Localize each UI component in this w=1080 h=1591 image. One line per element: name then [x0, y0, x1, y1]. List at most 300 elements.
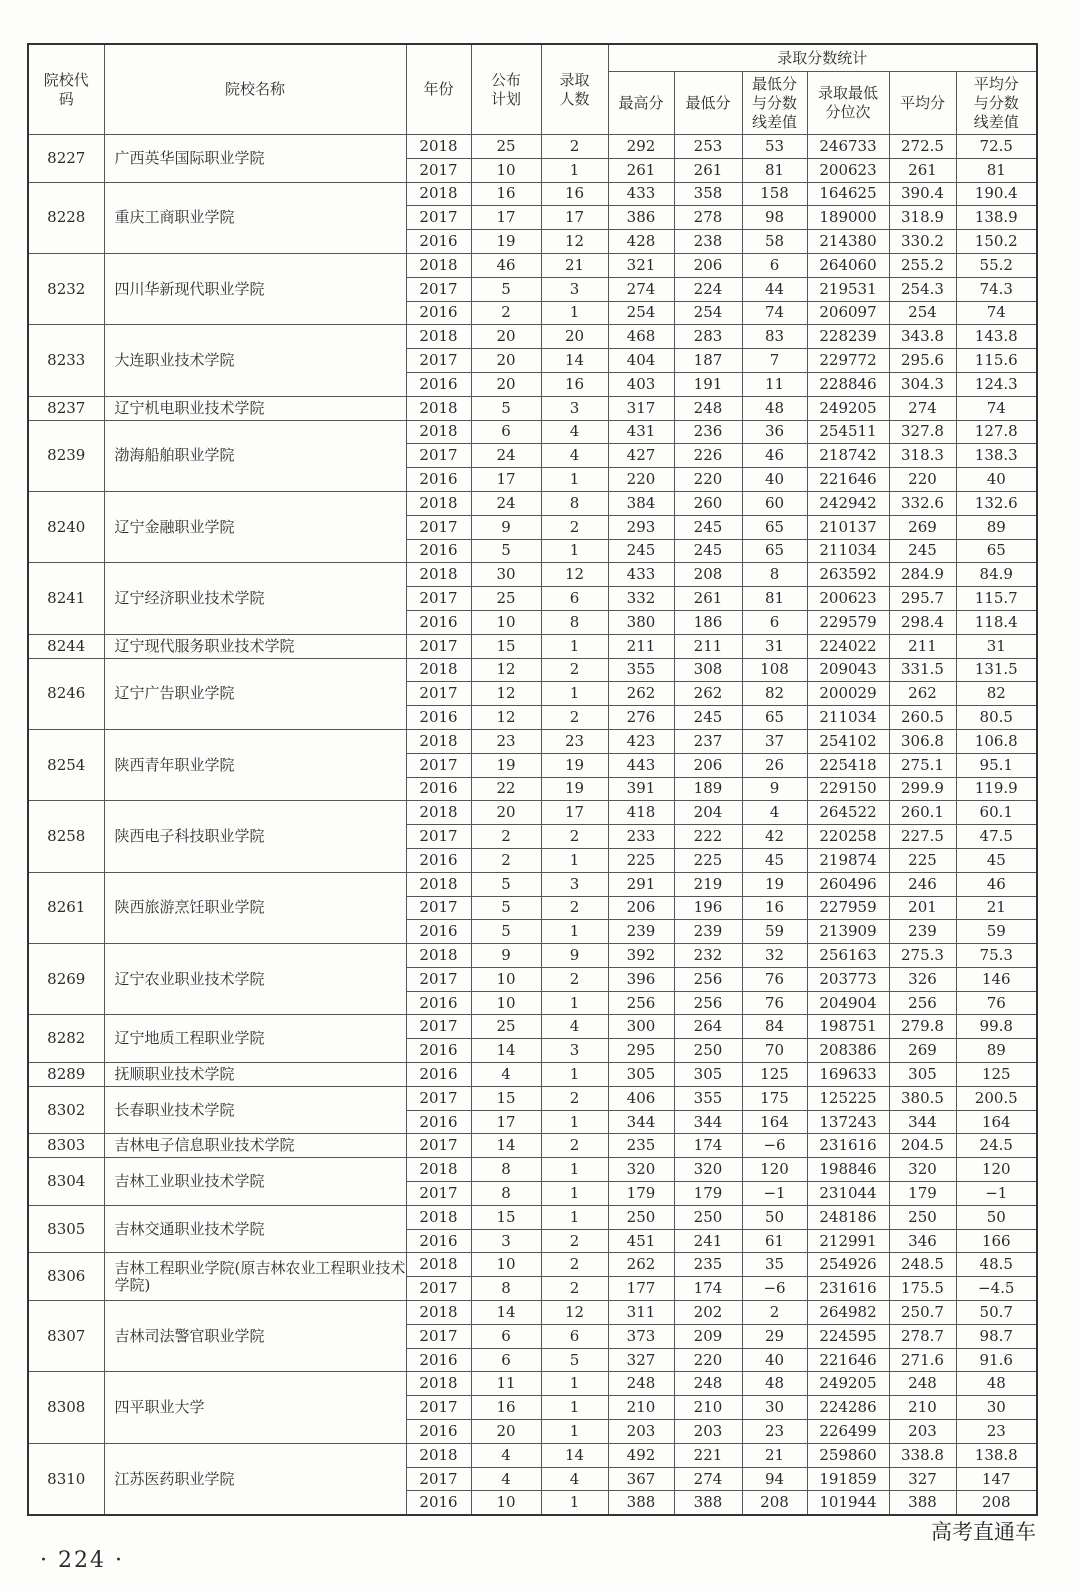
cell-min-diff: 175 [742, 1086, 807, 1110]
cell-min-diff: 76 [742, 967, 807, 991]
cell-enrolled: 12 [541, 230, 608, 254]
cell-min-rank: 229579 [807, 610, 889, 634]
cell-min-rank: 260496 [807, 872, 889, 896]
cell-avg: 201 [889, 896, 956, 920]
cell-year: 2017 [406, 1277, 471, 1301]
school-code: 8237 [28, 396, 104, 420]
cell-max: 427 [608, 444, 674, 468]
cell-plan: 5 [471, 277, 541, 301]
cell-min-diff: 65 [742, 706, 807, 730]
cell-enrolled: 4 [541, 444, 608, 468]
cell-min-diff: 35 [742, 1253, 807, 1277]
table-row [28, 1158, 1037, 1182]
cell-min-diff: 8 [742, 563, 807, 587]
cell-min: 204 [674, 801, 742, 825]
cell-max: 320 [608, 1158, 674, 1182]
cell-min: 274 [674, 1467, 742, 1491]
cell-min: 174 [674, 1134, 742, 1158]
cell-avg: 179 [889, 1182, 956, 1206]
cell-avg-diff: 132.6 [956, 491, 1037, 515]
cell-min: 222 [674, 825, 742, 849]
cell-avg: 271.6 [889, 1348, 956, 1372]
cell-enrolled: 9 [541, 944, 608, 968]
cell-year: 2016 [406, 1229, 471, 1253]
school-code: 8261 [28, 872, 104, 943]
cell-min-rank: 226499 [807, 1420, 889, 1444]
table-row [28, 872, 1037, 896]
cell-min-rank: 200623 [807, 158, 889, 182]
cell-enrolled: 5 [541, 1348, 608, 1372]
cell-enrolled: 1 [541, 1372, 608, 1396]
cell-avg: 279.8 [889, 1015, 956, 1039]
cell-min: 187 [674, 349, 742, 373]
school-name: 四川华新现代职业学院 [104, 253, 406, 324]
cell-avg: 227.5 [889, 825, 956, 849]
cell-year: 2018 [406, 944, 471, 968]
cell-min-rank: 228239 [807, 325, 889, 349]
cell-min: 278 [674, 206, 742, 230]
cell-enrolled: 1 [541, 539, 608, 563]
cell-min: 208 [674, 563, 742, 587]
cell-min: 206 [674, 253, 742, 277]
school-name: 四平职业大学 [104, 1372, 406, 1443]
cell-plan: 25 [471, 135, 541, 159]
school-name: 辽宁地质工程职业学院 [104, 1015, 406, 1063]
school-name: 辽宁农业职业技术学院 [104, 944, 406, 1015]
cell-enrolled: 4 [541, 420, 608, 444]
cell-enrolled: 3 [541, 1039, 608, 1063]
school-name: 陕西青年职业学院 [104, 729, 406, 800]
cell-avg-diff: 74 [956, 301, 1037, 325]
cell-min: 283 [674, 325, 742, 349]
cell-max: 211 [608, 634, 674, 658]
cell-max: 418 [608, 801, 674, 825]
cell-min-rank: 264060 [807, 253, 889, 277]
cell-avg: 255.2 [889, 253, 956, 277]
cell-min: 196 [674, 896, 742, 920]
school-name: 江苏医药职业学院 [104, 1443, 406, 1515]
cell-avg-diff: 89 [956, 515, 1037, 539]
cell-min: 250 [674, 1039, 742, 1063]
cell-max: 492 [608, 1443, 674, 1467]
cell-plan: 24 [471, 444, 541, 468]
cell-min-diff: 30 [742, 1396, 807, 1420]
cell-year: 2018 [406, 1205, 471, 1229]
cell-enrolled: 20 [541, 325, 608, 349]
cell-year: 2017 [406, 515, 471, 539]
table-row [28, 944, 1037, 968]
school-code: 8305 [28, 1205, 104, 1253]
cell-year: 2017 [406, 967, 471, 991]
cell-avg: 248 [889, 1372, 956, 1396]
cell-plan: 4 [471, 1443, 541, 1467]
cell-avg-diff: 74 [956, 396, 1037, 420]
cell-min-rank: 254511 [807, 420, 889, 444]
cell-enrolled: 19 [541, 777, 608, 801]
cell-year: 2018 [406, 396, 471, 420]
table-row [28, 1134, 1037, 1158]
cell-year: 2018 [406, 872, 471, 896]
cell-avg-diff: 45 [956, 848, 1037, 872]
cell-avg-diff: 147 [956, 1467, 1037, 1491]
header-plan: 公布计划 [471, 44, 541, 135]
table-row [28, 135, 1037, 159]
cell-year: 2016 [406, 1348, 471, 1372]
cell-enrolled: 4 [541, 1015, 608, 1039]
cell-avg: 346 [889, 1229, 956, 1253]
cell-enrolled: 1 [541, 1063, 608, 1087]
school-code: 8258 [28, 801, 104, 872]
cell-avg: 332.6 [889, 491, 956, 515]
cell-min-diff: 23 [742, 1420, 807, 1444]
cell-plan: 8 [471, 1158, 541, 1182]
cell-min: 224 [674, 277, 742, 301]
cell-avg-diff: 30 [956, 1396, 1037, 1420]
cell-year: 2017 [406, 206, 471, 230]
cell-min-diff: 48 [742, 396, 807, 420]
cell-avg: 239 [889, 920, 956, 944]
cell-min-diff: 46 [742, 444, 807, 468]
cell-avg: 331.5 [889, 658, 956, 682]
cell-plan: 17 [471, 206, 541, 230]
school-code: 8241 [28, 563, 104, 634]
cell-avg: 275.3 [889, 944, 956, 968]
cell-min-rank: 249205 [807, 1372, 889, 1396]
header-year: 年份 [406, 44, 471, 135]
cell-min-diff: 120 [742, 1158, 807, 1182]
cell-max: 406 [608, 1086, 674, 1110]
cell-min-diff: 9 [742, 777, 807, 801]
cell-avg: 299.9 [889, 777, 956, 801]
cell-avg-diff: 23 [956, 1420, 1037, 1444]
cell-min-rank: 211034 [807, 539, 889, 563]
cell-avg-diff: 84.9 [956, 563, 1037, 587]
page-number: · 224 · [40, 1548, 124, 1573]
cell-plan: 8 [471, 1277, 541, 1301]
cell-min: 236 [674, 420, 742, 444]
cell-enrolled: 12 [541, 563, 608, 587]
cell-plan: 23 [471, 729, 541, 753]
cell-min: 256 [674, 991, 742, 1015]
school-name: 辽宁经济职业技术学院 [104, 563, 406, 634]
school-code: 8227 [28, 135, 104, 183]
table-row [28, 634, 1037, 658]
cell-max: 225 [608, 848, 674, 872]
cell-max: 256 [608, 991, 674, 1015]
cell-enrolled: 2 [541, 135, 608, 159]
cell-min-rank: 254102 [807, 729, 889, 753]
cell-max: 262 [608, 682, 674, 706]
cell-avg-diff: 91.6 [956, 1348, 1037, 1372]
cell-avg-diff: 98.7 [956, 1324, 1037, 1348]
cell-min: 174 [674, 1277, 742, 1301]
cell-avg: 220 [889, 468, 956, 492]
cell-avg-diff: 59 [956, 920, 1037, 944]
cell-min-rank: 242942 [807, 491, 889, 515]
cell-min-rank: 203773 [807, 967, 889, 991]
cell-plan: 12 [471, 706, 541, 730]
school-code: 8310 [28, 1443, 104, 1515]
cell-avg-diff: 60.1 [956, 801, 1037, 825]
cell-min-rank: 224022 [807, 634, 889, 658]
cell-avg: 269 [889, 515, 956, 539]
cell-min-diff: 94 [742, 1467, 807, 1491]
cell-year: 2018 [406, 1372, 471, 1396]
cell-enrolled: 3 [541, 396, 608, 420]
cell-enrolled: 1 [541, 1158, 608, 1182]
cell-avg: 304.3 [889, 372, 956, 396]
cell-plan: 5 [471, 896, 541, 920]
cell-max: 254 [608, 301, 674, 325]
cell-max: 248 [608, 1372, 674, 1396]
cell-year: 2018 [406, 420, 471, 444]
cell-year: 2017 [406, 634, 471, 658]
cell-avg-diff: 82 [956, 682, 1037, 706]
school-name: 吉林工业职业技术学院 [104, 1158, 406, 1206]
cell-enrolled: 1 [541, 301, 608, 325]
cell-min: 191 [674, 372, 742, 396]
cell-max: 179 [608, 1182, 674, 1206]
cell-min-rank: 218742 [807, 444, 889, 468]
cell-min-rank: 259860 [807, 1443, 889, 1467]
cell-min-rank: 256163 [807, 944, 889, 968]
cell-max: 384 [608, 491, 674, 515]
cell-year: 2016 [406, 706, 471, 730]
cell-min-diff: 65 [742, 515, 807, 539]
cell-year: 2016 [406, 991, 471, 1015]
table-row [28, 563, 1037, 587]
cell-avg-diff: 119.9 [956, 777, 1037, 801]
header-avg-diff: 平均分与分数线差值 [956, 72, 1037, 135]
header-max: 最高分 [608, 72, 674, 135]
cell-enrolled: 19 [541, 753, 608, 777]
cell-plan: 10 [471, 1253, 541, 1277]
cell-avg: 254.3 [889, 277, 956, 301]
cell-enrolled: 3 [541, 277, 608, 301]
cell-enrolled: 1 [541, 1205, 608, 1229]
cell-min-diff: −6 [742, 1134, 807, 1158]
cell-min-rank: 254926 [807, 1253, 889, 1277]
cell-plan: 17 [471, 1110, 541, 1134]
cell-plan: 19 [471, 753, 541, 777]
cell-plan: 15 [471, 1205, 541, 1229]
cell-min-rank: 214380 [807, 230, 889, 254]
cell-min-rank: 224595 [807, 1324, 889, 1348]
school-name: 辽宁广告职业学院 [104, 658, 406, 729]
cell-enrolled: 2 [541, 706, 608, 730]
cell-max: 433 [608, 182, 674, 206]
header-enrolled: 录取人数 [541, 44, 608, 135]
school-name: 抚顺职业技术学院 [104, 1063, 406, 1087]
header-score-stats: 录取分数统计 [608, 44, 1037, 72]
cell-plan: 16 [471, 1396, 541, 1420]
cell-avg: 274 [889, 396, 956, 420]
cell-plan: 5 [471, 396, 541, 420]
cell-avg: 326 [889, 967, 956, 991]
cell-min-rank: 221646 [807, 468, 889, 492]
cell-max: 293 [608, 515, 674, 539]
cell-avg: 278.7 [889, 1324, 956, 1348]
cell-avg-diff: 115.6 [956, 349, 1037, 373]
school-name: 辽宁现代服务职业技术学院 [104, 634, 406, 658]
cell-min: 358 [674, 182, 742, 206]
cell-min-diff: 19 [742, 872, 807, 896]
cell-avg: 250.7 [889, 1301, 956, 1325]
cell-avg: 210 [889, 1396, 956, 1420]
cell-min-diff: 70 [742, 1039, 807, 1063]
cell-avg-diff: 95.1 [956, 753, 1037, 777]
header-name: 院校名称 [104, 44, 406, 135]
cell-year: 2018 [406, 1253, 471, 1277]
cell-min: 209 [674, 1324, 742, 1348]
cell-year: 2016 [406, 777, 471, 801]
cell-min-diff: 44 [742, 277, 807, 301]
cell-enrolled: 1 [541, 1420, 608, 1444]
cell-enrolled: 2 [541, 515, 608, 539]
cell-plan: 20 [471, 325, 541, 349]
cell-max: 327 [608, 1348, 674, 1372]
cell-min-diff: 58 [742, 230, 807, 254]
school-name: 陕西电子科技职业学院 [104, 801, 406, 872]
cell-min: 261 [674, 158, 742, 182]
cell-min: 239 [674, 920, 742, 944]
table-row [28, 1443, 1037, 1467]
school-code: 8306 [28, 1253, 104, 1301]
cell-plan: 14 [471, 1134, 541, 1158]
cell-min-rank: 213909 [807, 920, 889, 944]
cell-min-diff: 53 [742, 135, 807, 159]
school-code: 8269 [28, 944, 104, 1015]
cell-avg-diff: −4.5 [956, 1277, 1037, 1301]
cell-plan: 46 [471, 253, 541, 277]
cell-year: 2017 [406, 1086, 471, 1110]
cell-enrolled: 3 [541, 872, 608, 896]
cell-enrolled: 1 [541, 1110, 608, 1134]
cell-min-diff: 108 [742, 658, 807, 682]
cell-min: 248 [674, 1372, 742, 1396]
cell-avg: 327.8 [889, 420, 956, 444]
table-row [28, 1372, 1037, 1396]
cell-plan: 5 [471, 872, 541, 896]
cell-year: 2018 [406, 1301, 471, 1325]
cell-min-diff: 45 [742, 848, 807, 872]
cell-min-rank: 219531 [807, 277, 889, 301]
cell-min-rank: 200623 [807, 587, 889, 611]
cell-avg-diff: 50.7 [956, 1301, 1037, 1325]
cell-avg: 330.2 [889, 230, 956, 254]
cell-avg-diff: 65 [956, 539, 1037, 563]
cell-avg: 225 [889, 848, 956, 872]
cell-max: 386 [608, 206, 674, 230]
cell-avg-diff: 131.5 [956, 658, 1037, 682]
cell-min: 388 [674, 1491, 742, 1515]
cell-enrolled: 2 [541, 658, 608, 682]
cell-min-rank: 191859 [807, 1467, 889, 1491]
cell-min: 202 [674, 1301, 742, 1325]
cell-avg: 284.9 [889, 563, 956, 587]
cell-avg-diff: 208 [956, 1491, 1037, 1515]
cell-avg-diff: 138.3 [956, 444, 1037, 468]
table-row [28, 1015, 1037, 1039]
cell-max: 344 [608, 1110, 674, 1134]
cell-year: 2016 [406, 1420, 471, 1444]
school-name: 辽宁金融职业学院 [104, 491, 406, 562]
cell-min-rank: 212991 [807, 1229, 889, 1253]
school-name: 长春职业技术学院 [104, 1086, 406, 1134]
cell-avg-diff: 40 [956, 468, 1037, 492]
cell-min: 237 [674, 729, 742, 753]
cell-enrolled: 8 [541, 610, 608, 634]
cell-min-rank: 211034 [807, 706, 889, 730]
cell-enrolled: 1 [541, 920, 608, 944]
cell-min-diff: 29 [742, 1324, 807, 1348]
cell-min: 248 [674, 396, 742, 420]
cell-min-diff: 6 [742, 610, 807, 634]
table-row [28, 396, 1037, 420]
cell-min-rank: 220258 [807, 825, 889, 849]
cell-enrolled: 2 [541, 1086, 608, 1110]
cell-avg-diff: 47.5 [956, 825, 1037, 849]
header-avg: 平均分 [889, 72, 956, 135]
school-code: 8307 [28, 1301, 104, 1372]
cell-min-diff: 98 [742, 206, 807, 230]
cell-avg: 246 [889, 872, 956, 896]
cell-min: 264 [674, 1015, 742, 1039]
cell-min-rank: 206097 [807, 301, 889, 325]
cell-year: 2017 [406, 1015, 471, 1039]
cell-plan: 30 [471, 563, 541, 587]
cell-min-rank: 164625 [807, 182, 889, 206]
cell-plan: 10 [471, 610, 541, 634]
table-row [28, 801, 1037, 825]
cell-plan: 14 [471, 1039, 541, 1063]
cell-min-diff: 26 [742, 753, 807, 777]
cell-plan: 20 [471, 349, 541, 373]
cell-plan: 11 [471, 1372, 541, 1396]
cell-min: 245 [674, 539, 742, 563]
cell-min-rank: 231616 [807, 1134, 889, 1158]
cell-min: 241 [674, 1229, 742, 1253]
cell-year: 2018 [406, 253, 471, 277]
school-code: 8246 [28, 658, 104, 729]
cell-min-rank: 248186 [807, 1205, 889, 1229]
cell-min-rank: 204904 [807, 991, 889, 1015]
school-code: 8254 [28, 729, 104, 800]
cell-max: 295 [608, 1039, 674, 1063]
school-name: 重庆工商职业学院 [104, 182, 406, 253]
cell-max: 239 [608, 920, 674, 944]
cell-max: 291 [608, 872, 674, 896]
cell-year: 2017 [406, 825, 471, 849]
cell-year: 2016 [406, 372, 471, 396]
cell-year: 2016 [406, 1110, 471, 1134]
header-code: 院校代码 [28, 44, 104, 135]
cell-year: 2018 [406, 801, 471, 825]
cell-max: 404 [608, 349, 674, 373]
school-code: 8289 [28, 1063, 104, 1087]
school-name: 吉林交通职业技术学院 [104, 1205, 406, 1253]
cell-year: 2017 [406, 1467, 471, 1491]
cell-min-rank: 224286 [807, 1396, 889, 1420]
table-body [28, 135, 1037, 1516]
cell-min-rank: 225418 [807, 753, 889, 777]
school-code: 8240 [28, 491, 104, 562]
cell-avg: 261 [889, 158, 956, 182]
cell-min: 344 [674, 1110, 742, 1134]
cell-avg: 380.5 [889, 1086, 956, 1110]
cell-avg: 260.1 [889, 801, 956, 825]
school-code: 8233 [28, 325, 104, 396]
